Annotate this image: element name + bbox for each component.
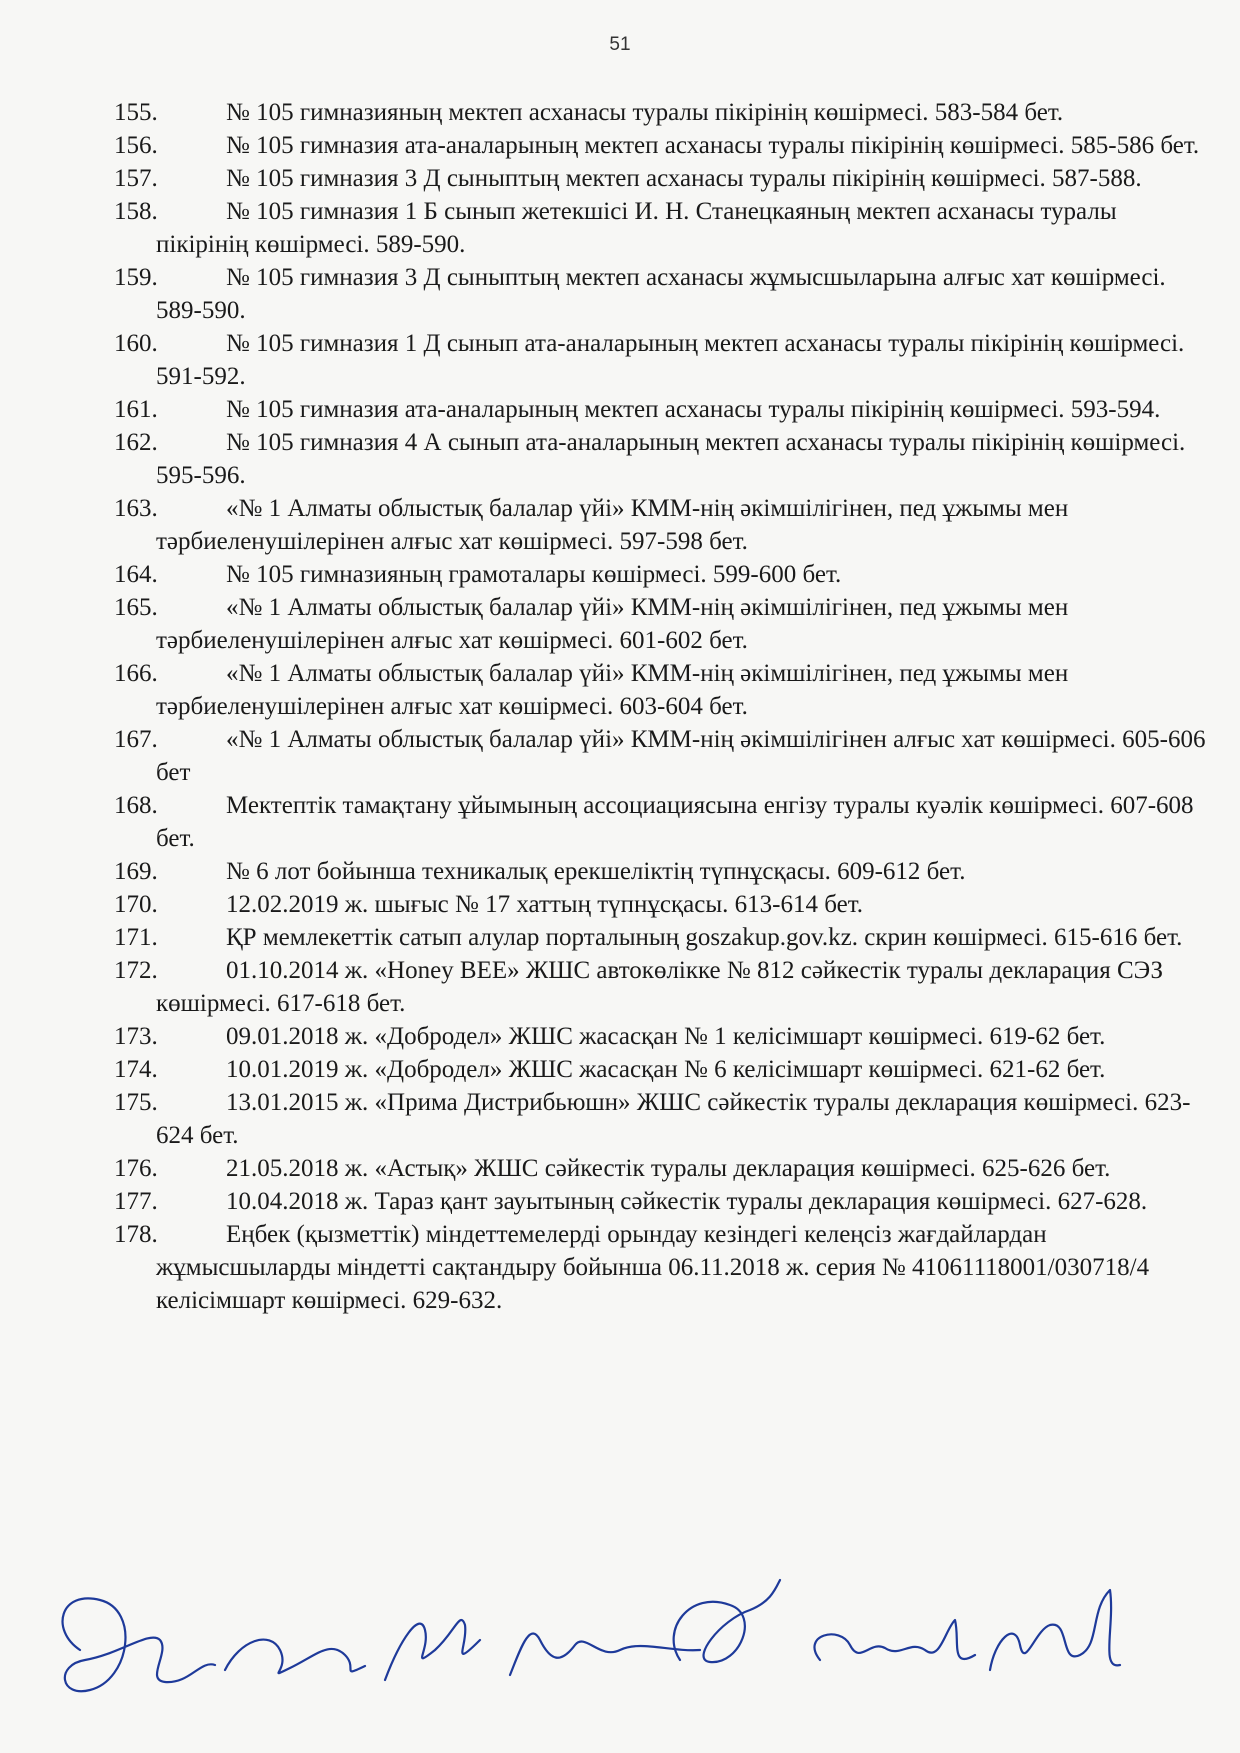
item-text: № 105 гимназияның грамоталары көшірмесі. 599-600 бет. xyxy=(226,561,842,588)
signature-7 xyxy=(990,1590,1120,1670)
list-item xyxy=(114,591,1208,657)
signatures-drawing xyxy=(40,1570,1220,1720)
signature-2 xyxy=(225,1640,365,1674)
item-number: 173. xyxy=(114,1023,158,1050)
item-number: 156. xyxy=(114,132,158,159)
list-item xyxy=(114,129,1208,162)
item-number: 158. xyxy=(114,198,158,225)
item-number: 168. xyxy=(114,792,158,819)
list-item xyxy=(114,1053,1208,1086)
item-number: 155. xyxy=(114,99,158,126)
item-number: 162. xyxy=(114,429,158,456)
list-item xyxy=(114,195,1208,261)
item-number: 165. xyxy=(114,594,158,621)
item-number: 157. xyxy=(114,165,158,192)
list-item xyxy=(114,789,1208,855)
item-number: 178. xyxy=(114,1221,158,1248)
item-number: 163. xyxy=(114,495,158,522)
item-text: № 105 гимназия ата-аналарының мектеп асханасы туралы пікірінің көшірмесі. 593-594. xyxy=(226,396,1161,423)
item-text: Еңбек (қызметтік) міндеттемелерді орындау кезіндегі келеңсіз жағдайлардан жұмысшыларды міндетті сақтандыру бойынша 06.11.2018 ж. серия № 41061118001/030718/4 келісімшарт көшірмесі. 629-632. xyxy=(156,1221,1150,1314)
item-text: ҚР мемлекеттік сатып алулар порталының goszakup.gov.kz. скрин көшірмесі. 615-616 бет. xyxy=(226,924,1183,951)
item-number: 176. xyxy=(114,1155,158,1182)
list-item xyxy=(114,558,1208,591)
item-text: 21.05.2018 ж. «Астық» ЖШС сәйкестік туралы декларация көшірмесі. 625-626 бет. xyxy=(226,1155,1111,1182)
item-number: 175. xyxy=(114,1089,158,1116)
item-text: 10.01.2019 ж. «Добродел» ЖШС жасасқан № 6 келісімшарт көшірмесі. 621-62 бет. xyxy=(226,1056,1106,1083)
item-text: 01.10.2014 ж. «Honey BEE» ЖШС автокөлікке № 812 сәйкестік туралы декларация СЭЗ көшірмесі. 617-618 бет. xyxy=(156,957,1163,1017)
document-list xyxy=(114,96,1208,1317)
item-number: 177. xyxy=(114,1188,158,1215)
item-text: № 105 гимназия 4 А сынып ата-аналарының мектеп асханасы туралы пікірінің көшірмесі. 595-596. xyxy=(156,429,1186,489)
list-item xyxy=(114,1185,1208,1218)
item-number: 172. xyxy=(114,957,158,984)
list-item xyxy=(114,426,1208,492)
list-item xyxy=(114,1020,1208,1053)
item-text: 13.01.2015 ж. «Прима Дистрибьюшн» ЖШС сәйкестік туралы декларация көшірмесі. 623-624 бет. xyxy=(156,1089,1191,1149)
item-text: № 105 гимназия ата-аналарының мектеп асханасы туралы пікірінің көшірмесі. 585-586 бет. xyxy=(226,132,1200,159)
list-item xyxy=(114,393,1208,426)
list-item xyxy=(114,657,1208,723)
item-number: 167. xyxy=(114,726,158,753)
signature-6 xyxy=(814,1620,975,1660)
list-item xyxy=(114,327,1208,393)
list-item xyxy=(114,921,1208,954)
list-item xyxy=(114,888,1208,921)
item-text: «№ 1 Алматы облыстық балалар үйі» КММ-нің әкімшілігінен алғыс хат көшірмесі. 605-606 бет xyxy=(156,726,1206,786)
item-text: № 105 гимназия 3 Д сыныптың мектеп асханасы туралы пікірінің көшірмесі. 587-588. xyxy=(226,165,1142,192)
item-text: № 105 гимназия 1 Б сынып жетекшісі И. Н. Станецкаяның мектеп асханасы туралы пікірінің көшірмесі. 589-590. xyxy=(156,198,1117,258)
list-item xyxy=(114,492,1208,558)
page-number: 51 xyxy=(609,34,631,55)
signature-1 xyxy=(63,1598,215,1691)
item-text: № 105 гимназия 3 Д сыныптың мектеп асханасы жұмысшыларына алғыс хат көшірмесі. 589-590. xyxy=(156,264,1166,324)
item-number: 164. xyxy=(114,561,158,588)
signature-4 xyxy=(510,1633,700,1675)
list-item xyxy=(114,96,1208,129)
item-number: 174. xyxy=(114,1056,158,1083)
item-text: 10.04.2018 ж. Тараз қант зауытының сәйкестік туралы декларация көшірмесі. 627-628. xyxy=(226,1188,1148,1215)
item-number: 166. xyxy=(114,660,158,687)
list-item xyxy=(114,162,1208,195)
item-number: 169. xyxy=(114,858,158,885)
signatures xyxy=(40,1570,1220,1720)
list-item xyxy=(114,723,1208,789)
item-text: «№ 1 Алматы облыстық балалар үйі» КММ-нің әкімшілігінен, пед ұжымы мен тәрбиеленушілерінен алғыс хат көшірмесі. 601-602 бет. xyxy=(156,594,1069,654)
item-text: Мектептік тамақтану ұйымының ассоциациясына енгізу туралы куәлік көшірмесі. 607-608 бет. xyxy=(156,792,1194,852)
list-item xyxy=(114,855,1208,888)
item-text: «№ 1 Алматы облыстық балалар үйі» КММ-нің әкімшілігінен, пед ұжымы мен тәрбиеленушілерінен алғыс хат көшірмесі. 603-604 бет. xyxy=(156,660,1069,720)
item-number: 159. xyxy=(114,264,158,291)
item-text: «№ 1 Алматы облыстық балалар үйі» КММ-нің әкімшілігінен, пед ұжымы мен тәрбиеленушілерінен алғыс хат көшірмесі. 597-598 бет. xyxy=(156,495,1069,555)
item-number: 161. xyxy=(114,396,158,423)
signature-3 xyxy=(385,1620,480,1680)
list-item xyxy=(114,1218,1208,1317)
item-text: № 105 гимназия 1 Д сынып ата-аналарының мектеп асханасы туралы пікірінің көшірмесі. 591-592. xyxy=(156,330,1185,390)
item-text: 12.02.2019 ж. шығыс № 17 хаттың түпнұсқасы. 613-614 бет. xyxy=(226,891,863,918)
item-number: 171. xyxy=(114,924,158,951)
list-item xyxy=(114,261,1208,327)
item-text: 09.01.2018 ж. «Добродел» ЖШС жасасқан № 1 келісімшарт көшірмесі. 619-62 бет. xyxy=(226,1023,1106,1050)
list-item xyxy=(114,1152,1208,1185)
list-item xyxy=(114,1086,1208,1152)
item-text: № 6 лот бойынша техникалық ерекшеліктің түпнұсқасы. 609-612 бет. xyxy=(226,858,966,885)
list-item xyxy=(114,954,1208,1020)
item-number: 170. xyxy=(114,891,158,918)
item-number: 160. xyxy=(114,330,158,357)
item-text: № 105 гимназияның мектеп асханасы туралы пікірінің көшірмесі. 583-584 бет. xyxy=(226,99,1064,126)
